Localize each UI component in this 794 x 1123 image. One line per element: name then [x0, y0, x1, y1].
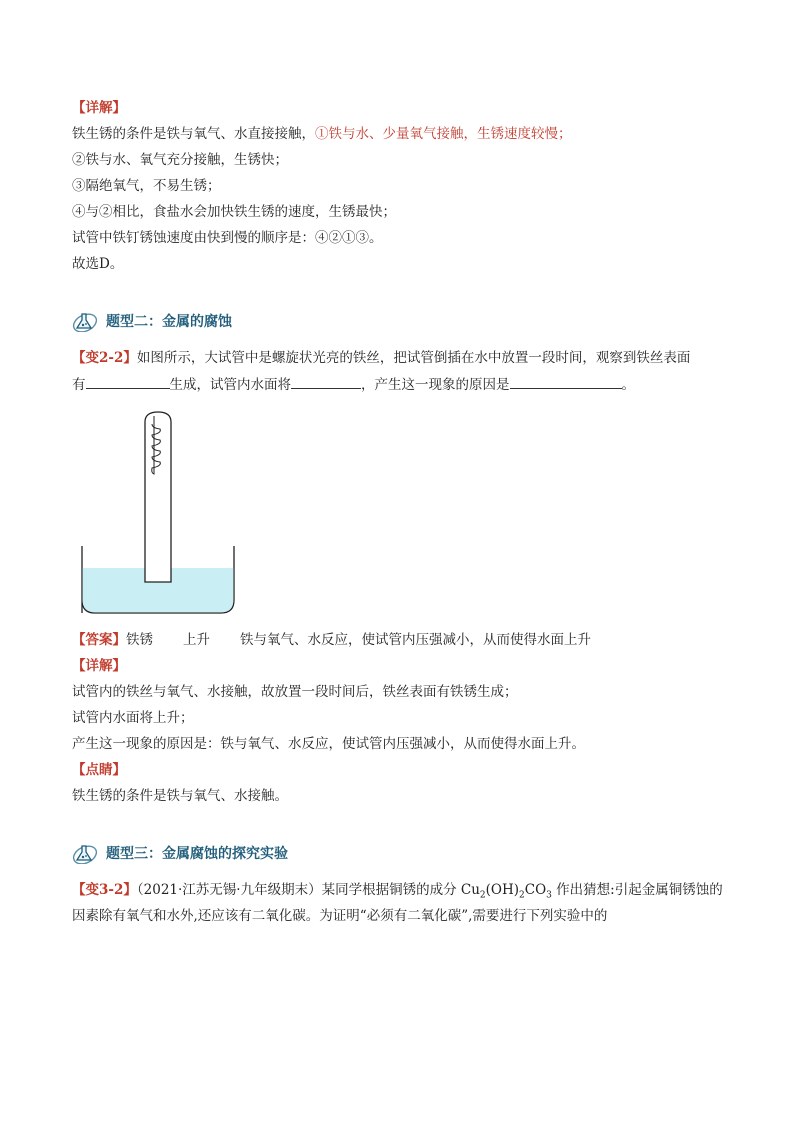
- detail-line-3: ③隔绝氧气，不易生锈；: [72, 178, 221, 194]
- section-title-2: 题型二：金属的腐蚀: [106, 314, 232, 330]
- detail-label-1: 【详解】: [72, 100, 126, 116]
- answer-blank-1[interactable]: [86, 374, 170, 389]
- detail-line-4: ④与②相比，食盐水会加快铁生锈的速度，生锈最快；: [72, 204, 396, 220]
- detail2-line-1: 试管内的铁丝与氧气、水接触，故放置一段时间后，铁丝表面有铁锈生成；: [72, 684, 518, 700]
- answer-blank-2[interactable]: [291, 374, 361, 389]
- comment-label: 【点睛】: [72, 762, 126, 778]
- comment-line-1: 铁生锈的条件是铁与氧气、水接触。: [72, 788, 288, 804]
- question-3-line-1: 【变3-2】（2021·江苏无锡·九年级期末）某同学根据铜锈的成分 $Cu_2(OH)_2CO_3$ 作出猜想:引起金属铜锈蚀的: [72, 882, 723, 901]
- test-tube-diagram: [78, 410, 240, 615]
- test-tube: [145, 412, 171, 582]
- detail-line-1: 铁生锈的条件是铁与氧气、水直接接触，①铁与水、少量氧气接触，生锈速度较慢；: [72, 126, 572, 142]
- section-header-3: [72, 842, 288, 864]
- detail2-line-2: 试管内水面将上升；: [72, 710, 194, 726]
- question-2-line-1: 【变2-2】如图所示，大试管中是螺旋状光亮的铁丝，把试管倒插在水中放置一段时间，观察到铁丝表面: [72, 350, 691, 366]
- answer-line: 【答案】铁锈 上升 铁与氧气、水反应，使试管内压强减小，从而使得水面上升: [72, 632, 591, 648]
- flask-icon: [72, 842, 98, 864]
- detail-line-2: ②铁与水、氧气充分接触，生锈快；: [72, 152, 288, 168]
- flask-icon: [72, 310, 98, 332]
- question-3-line-2: 因素除有氧气和水外,还应该有二氧化碳。为证明“必须有二氧化碳”,需要进行下列实验中的: [72, 908, 608, 924]
- detail-line-5: 试管中铁钉锈蚀速度由快到慢的顺序是：④②①③。: [72, 230, 383, 246]
- question-2-line-2: 有 生成，试管内水面将 ，产生这一现象的原因是 。: [72, 374, 635, 395]
- section-header-2: [72, 310, 232, 332]
- detail2-line-3: 产生这一现象的原因是：铁与氧气、水反应，使试管内压强减小，从而使得水面上升。: [72, 736, 585, 752]
- answer-blank-3[interactable]: [510, 374, 622, 389]
- detail-line-6: 故选D。: [72, 256, 124, 272]
- section-title-3: 题型三：金属腐蚀的探究实验: [106, 846, 288, 862]
- detail-label-2: 【详解】: [72, 658, 126, 674]
